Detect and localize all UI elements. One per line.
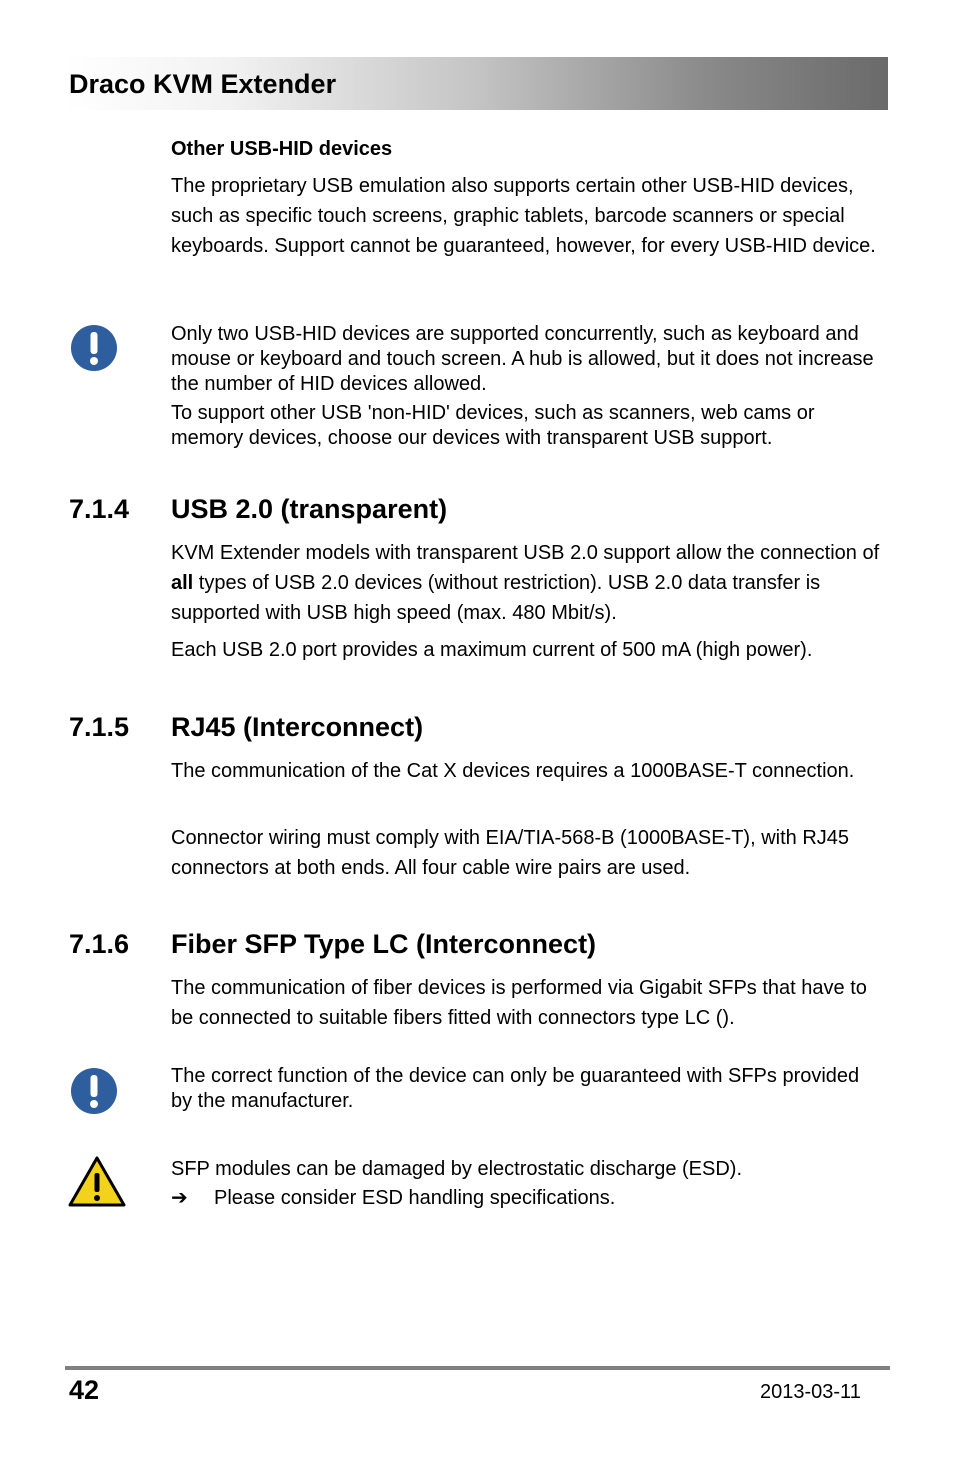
esd-warning-text: SFP modules can be damaged by electrostatic discharge (ESD). [171,1158,743,1180]
hid-subheading: Other USB-HID devices [171,138,393,160]
non-hid-note-paragraph: To support other USB 'non-HID' devices, such as scanners, web cams or memory devices, choose our devices with transparent USB support. [171,402,815,449]
section-title: Fiber SFP Type LC (Interconnect) [171,929,597,959]
page-number: 42 [69,1375,100,1405]
section-number: 7.1.6 [69,929,130,959]
hid-paragraph: The proprietary USB emulation also supports certain other USB-HID devices, such as specific touch screens, graphic tablets, barcode scanners or special keyboards. Support cannot be guaranteed, however, for every USB-HID device. [171,175,876,257]
section-title: RJ45 (Interconnect) [171,712,424,742]
document-title: Draco KVM Extender [69,69,337,99]
emphasis-all: all [171,572,194,594]
hid-note-paragraph: Only two USB-HID devices are supported concurrently, such as keyboard and mouse or keyboard and touch screen. A hub is allowed, but it does not increase the number of HID devices allowed. [171,323,874,395]
footer-date: 2013-03-11 [760,1381,861,1403]
warning-triangle-icon [68,1156,126,1208]
section-number: 7.1.4 [69,494,130,524]
usb20-paragraph-2: Each USB 2.0 port provides a maximum current of 500 mA (high power). [171,639,813,661]
esd-action-text: Please consider ESD handling specifications. [214,1187,616,1209]
important-note-icon [70,1067,118,1115]
rj45-paragraph-1: The communication of the Cat X devices requires a 1000BASE-T connection. [171,760,855,782]
important-note-icon [70,324,118,372]
header-bar [65,57,888,110]
section-title: USB 2.0 (transparent) [171,494,448,524]
section-number: 7.1.5 [69,712,130,742]
rj45-paragraph-2: Connector wiring must comply with EIA/TIA-568-B (1000BASE-T), with RJ45 connectors at both ends. All four cable wire pairs are used. [171,827,850,879]
sfp-note-paragraph: The correct function of the device can only be guaranteed with SFPs provided by the manufacturer. [171,1065,860,1112]
footer-rule [65,1366,890,1370]
usb20-paragraph-1: KVM Extender models with transparent USB 2.0 support allow the connection of all types of USB 2.0 devices (without restriction). USB 2.0 data transfer is supported with USB high speed (max. 480 Mbit/s). [171,542,880,624]
arrow-right-icon: ➔ [171,1187,188,1209]
fiber-paragraph: The communication of fiber devices is performed via Gigabit SFPs that have to be connected to suitable fibers fitted with connectors type LC (). [171,977,867,1029]
